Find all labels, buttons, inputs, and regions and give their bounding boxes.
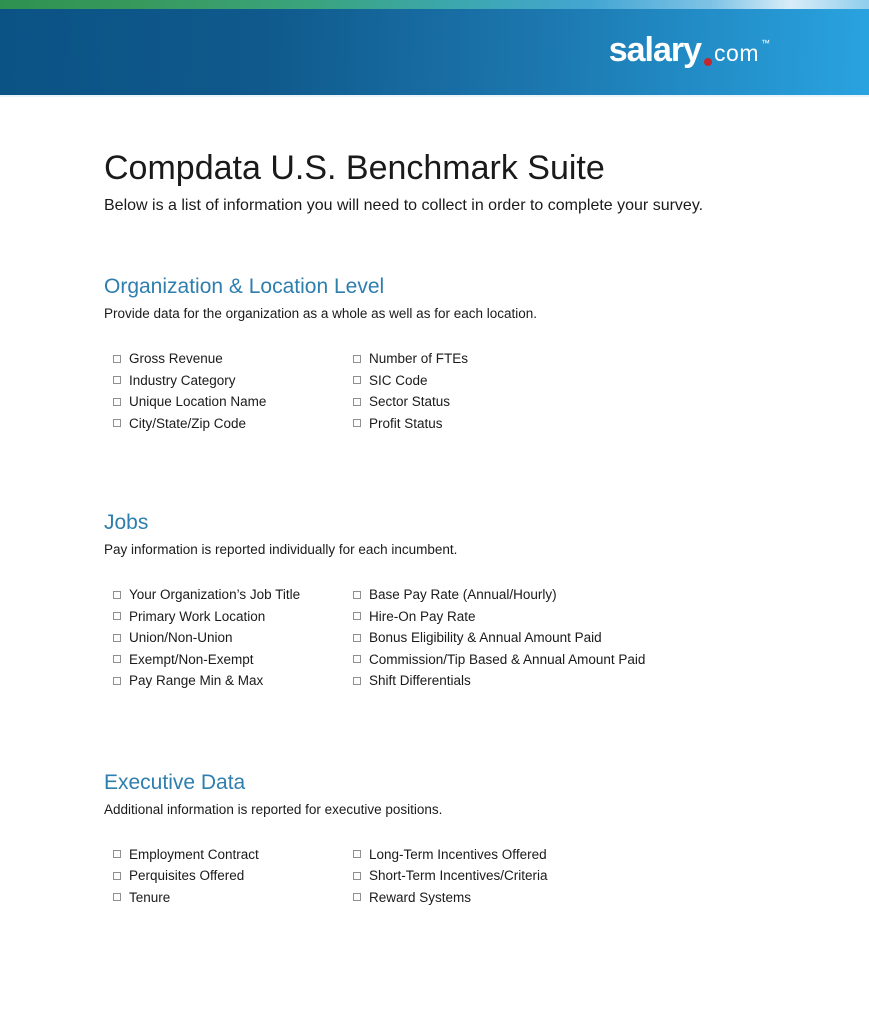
logo-com-text: com [714, 40, 759, 66]
checkbox-icon [113, 872, 121, 880]
checklist-item-label: Sector Status [369, 394, 451, 409]
page-title: Compdata U.S. Benchmark Suite [104, 149, 605, 187]
checklist [104, 348, 813, 434]
checkbox-icon [113, 419, 121, 427]
checklist-item [113, 413, 353, 435]
checklist-item-label: Shift Differentials [369, 673, 471, 688]
checklist-item-label: Perquisites Offered [129, 868, 245, 883]
checklist-item-label: Your Organization’s Job Title [129, 587, 301, 602]
checklist-item [353, 844, 548, 866]
checklist [104, 844, 813, 909]
logo-trademark-symbol: ™ [761, 38, 770, 48]
checklist-column [353, 348, 468, 434]
checkbox-icon [353, 355, 361, 363]
header-accent-strip [0, 0, 869, 9]
checkbox-icon [353, 634, 361, 642]
section-heading: Organization & Location Level [104, 275, 385, 298]
checkbox-icon [113, 893, 121, 901]
header-banner [0, 9, 869, 97]
checklist-column [113, 584, 353, 692]
section-description: Provide data for the organization as a whole as well as for each location. [104, 306, 538, 321]
checklist-item-label: Employment Contract [129, 846, 259, 862]
checklist-item-label: Exempt/Non-Exempt [129, 651, 254, 667]
checklist-item-label: Number of FTEs [369, 351, 469, 366]
checklist-item [113, 391, 353, 413]
checklist-item-label: Commission/Tip Based & Annual Amount Paid [369, 651, 646, 667]
checklist-item [353, 627, 645, 649]
checklist-item-label: SIC Code [369, 372, 428, 388]
checkbox-icon [353, 419, 361, 427]
checkbox-icon [113, 398, 121, 406]
checklist-column [353, 584, 645, 692]
checklist-item [113, 887, 353, 909]
checklist-item-label: Hire-On Pay Rate [369, 608, 476, 624]
checklist-item-label: Gross Revenue [129, 351, 223, 366]
section-organization-location-level [104, 275, 813, 434]
section-heading: Jobs [104, 511, 149, 534]
checklist-item [353, 348, 468, 370]
checklist-item [113, 670, 353, 692]
checklist-item [113, 649, 353, 671]
checklist-item-label: Primary Work Location [129, 608, 266, 624]
checklist-item-label: Unique Location Name [129, 394, 267, 409]
checklist-item-label: City/State/Zip Code [129, 415, 247, 431]
checkbox-icon [113, 355, 121, 363]
checkbox-icon [113, 591, 121, 599]
section-executive-data [104, 771, 813, 909]
checkbox-icon [113, 677, 121, 685]
checkbox-icon [113, 655, 121, 663]
checklist-item [353, 670, 645, 692]
logo-salary-text: salary [608, 31, 702, 69]
checklist-item-label: Tenure [129, 889, 171, 905]
checkbox-icon [353, 850, 361, 858]
checklist-item [353, 887, 548, 909]
checklist-item [353, 391, 468, 413]
checkbox-icon [353, 612, 361, 620]
page-subtitle: Below is a list of information you will need to collect in order to complete your survey. [104, 197, 704, 214]
salary-com-logo [609, 33, 770, 67]
checklist-item-label: Industry Category [129, 372, 236, 388]
checklist-item [113, 584, 353, 606]
checklist-item-label: Long-Term Incentives Offered [369, 846, 547, 862]
checklist-column [353, 844, 548, 909]
checkbox-icon [353, 893, 361, 901]
checkbox-icon [353, 376, 361, 384]
checklist-item [353, 413, 468, 435]
checkbox-icon [353, 591, 361, 599]
checklist-item-label: Pay Range Min & Max [129, 673, 264, 688]
checklist-item [113, 844, 353, 866]
checkbox-icon [353, 655, 361, 663]
checklist-item [113, 865, 353, 887]
checklist-item [113, 348, 353, 370]
checklist-item [353, 649, 645, 671]
section-heading: Executive Data [104, 770, 246, 794]
checkbox-icon [113, 376, 121, 384]
logo-red-dot-icon [704, 58, 712, 66]
checklist-item [353, 370, 468, 392]
checkbox-icon [353, 398, 361, 406]
sections [104, 275, 813, 908]
checkbox-icon [113, 612, 121, 620]
checklist-item-label: Short-Term Incentives/Criteria [369, 868, 548, 883]
checklist-item [113, 606, 353, 628]
checklist-item-label: Reward Systems [369, 889, 472, 905]
checklist-item [353, 865, 548, 887]
checkbox-icon [353, 872, 361, 880]
checklist-item [353, 584, 645, 606]
section-description: Additional information is reported for executive positions. [104, 801, 443, 817]
checklist-column [113, 844, 353, 909]
section-description: Pay information is reported individually for each incumbent. [104, 542, 458, 557]
checklist-item-label: Base Pay Rate (Annual/Hourly) [369, 587, 557, 602]
checklist-item [113, 627, 353, 649]
checklist-item-label: Union/Non-Union [129, 630, 233, 645]
checklist-item-label: Profit Status [369, 415, 443, 431]
document-content [0, 149, 869, 908]
checklist-item [353, 606, 645, 628]
checklist [104, 584, 813, 692]
checklist-item-label: Bonus Eligibility & Annual Amount Paid [369, 630, 602, 645]
checkbox-icon [113, 634, 121, 642]
checklist-item [113, 370, 353, 392]
section-jobs [104, 511, 813, 692]
checkbox-icon [353, 677, 361, 685]
checkbox-icon [113, 850, 121, 858]
checklist-column [113, 348, 353, 434]
